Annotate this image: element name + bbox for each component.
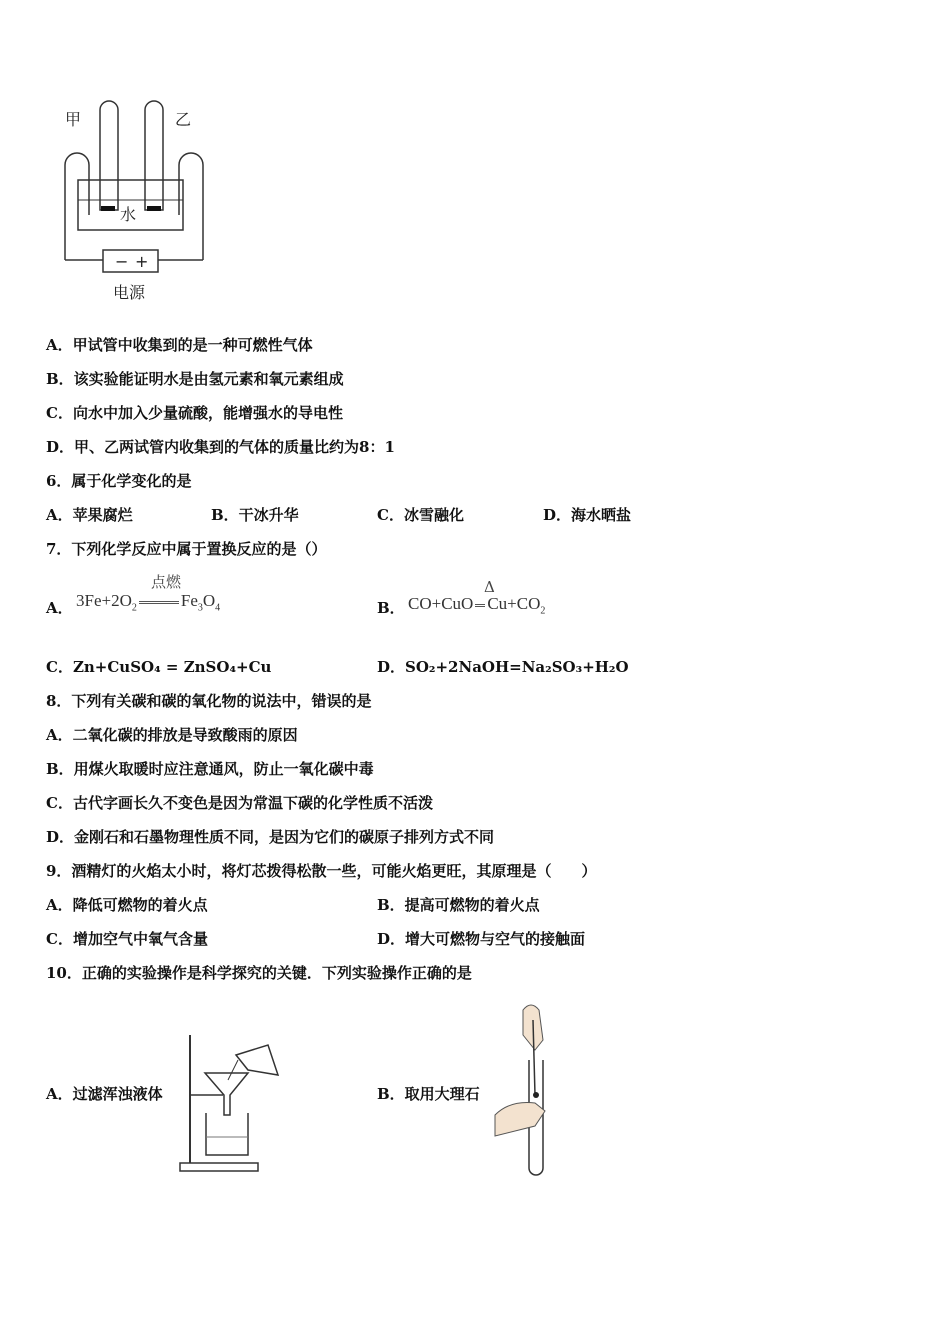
electrolysis-figure xyxy=(55,100,215,310)
q9-option-c: C．增加空气中氧气含量 xyxy=(46,930,208,948)
q5-option-c: C．向水中加入少量硫酸，能增强水的导电性 xyxy=(46,404,343,422)
svg-text:电源: 电源 xyxy=(113,283,146,302)
q6-option-c: C．冰雪融化 xyxy=(377,506,464,524)
q7-option-d: D．SO₂+2NaOH=Na₂SO₃+H₂O xyxy=(377,658,629,676)
q8-option-d: D．金刚石和石墨物理性质不同，是因为它们的碳原子排列方式不同 xyxy=(46,828,495,846)
q8-option-c: C．古代字画长久不变色是因为常温下碳的化学性质不活泼 xyxy=(46,794,433,812)
q9-option-d: D．增大可燃物与空气的接触面 xyxy=(377,930,586,948)
q7-b-condition: Δ xyxy=(484,578,495,596)
svg-text:甲: 甲 xyxy=(65,110,82,129)
q8-option-a: A．二氧化碳的排放是导致酸雨的原因 xyxy=(46,726,298,744)
svg-text:−: − xyxy=(115,252,129,271)
q5-option-b: B．该实验能证明水是由氢元素和氧元素组成 xyxy=(46,370,344,388)
q7-stem: 7．下列化学反应中属于置换反应的是（） xyxy=(46,540,327,558)
q10-stem: 10．正确的实验操作是科学探究的关键．下列实验操作正确的是 xyxy=(46,964,472,982)
q7-option-c: C．Zn+CuSO₄ = ZnSO₄+Cu xyxy=(46,658,272,676)
q5-option-d: D．甲、乙两试管内收集到的气体的质量比约为8：1 xyxy=(46,438,395,456)
svg-text:+: + xyxy=(135,252,149,271)
q6-option-b: B．干冰升华 xyxy=(211,506,299,524)
q8-stem: 8．下列有关碳和碳的氧化物的说法中，错误的是 xyxy=(46,692,372,710)
q7-option-a-label: A． xyxy=(46,599,73,617)
q8-option-b: B．用煤火取暖时应注意通风，防止一氧化碳中毒 xyxy=(46,760,374,778)
q6-option-d: D．海水晒盐 xyxy=(543,506,632,524)
q7-option-b-label: B． xyxy=(377,599,405,617)
q5-option-a: A．甲试管中收集到的是一种可燃性气体 xyxy=(46,336,313,354)
q9-option-a: A．降低可燃物的着火点 xyxy=(46,896,208,914)
q7-equation-b: CO+CuO $Cu+CO_2$ xyxy=(408,594,546,617)
svg-text:水: 水 xyxy=(120,205,137,224)
q6-option-a: A．苹果腐烂 xyxy=(46,506,133,524)
q9-option-b: B．提高可燃物的着火点 xyxy=(377,896,540,914)
q6-stem: 6．属于化学变化的是 xyxy=(46,472,192,490)
q10-option-b: B．取用大理石 xyxy=(377,1085,480,1103)
q10-option-a: A．过滤浑浊液体 xyxy=(46,1085,163,1103)
q7-equation-a: $3Fe+2O_2$ $Fe_3O_4$ xyxy=(76,591,221,614)
marble-testtube-figure xyxy=(493,1000,563,1178)
q7-a-condition: 点燃 xyxy=(151,573,182,591)
q9-stem: 9．酒精灯的火焰太小时，将灯芯拨得松散一些，可能火焰更旺，其原理是（ ） xyxy=(46,862,597,880)
filtration-figure xyxy=(178,1025,288,1175)
svg-text:乙: 乙 xyxy=(175,110,192,129)
